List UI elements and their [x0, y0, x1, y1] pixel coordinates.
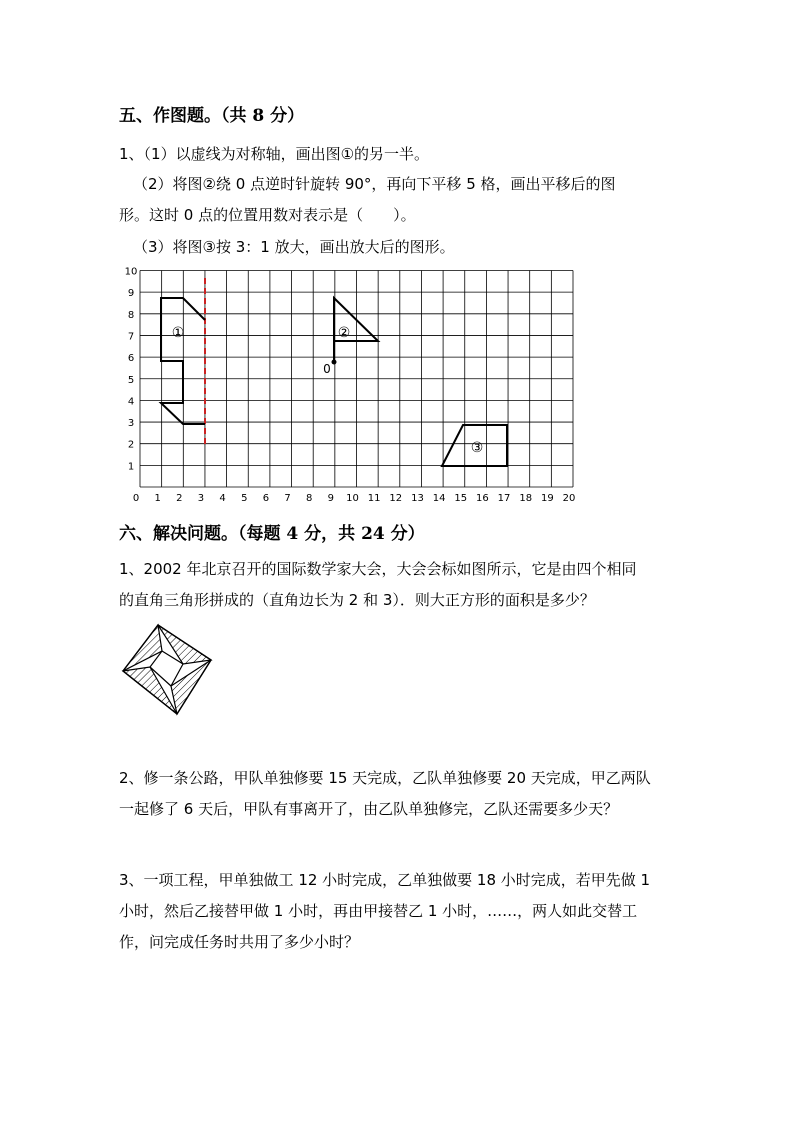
- section6-heading: 六、解决问题。（每题 4 分，共 24 分）: [119, 524, 425, 544]
- x-tick-label: 8: [306, 493, 313, 504]
- x-tick-label: 12: [389, 493, 403, 504]
- x-tick-label: 4: [219, 493, 226, 504]
- x-tick-label: 18: [519, 493, 533, 504]
- x-tick-label: 7: [284, 493, 291, 504]
- y-tick-label: 7: [127, 331, 135, 343]
- q1-part2-line2: 形。这时 0 点的位置用数对表示是（ ）。: [119, 206, 416, 224]
- q1-part1-text: 1、（1）以虚线为对称轴，画出图①的另一半。: [119, 145, 430, 163]
- problem3-line2: 小时，然后乙接替甲做 1 小时，再由甲接替乙 1 小时，……，两人如此交替工: [119, 902, 638, 920]
- problem1-line1: 1、2002 年北京召开的国际数学家大会，大会会标如图所示，它是由四个相同: [119, 560, 637, 578]
- problem1-line2: 的直角三角形拼成的（直角边长为 2 和 3）．则大正方形的面积是多少？: [119, 591, 595, 609]
- y-tick-label: 3: [127, 418, 135, 430]
- q1-part3-text: （3）将图③按 3：1 放大，画出放大后的图形。: [133, 238, 455, 256]
- y-tick-label: 2: [127, 439, 135, 451]
- x-tick-label: 10: [346, 493, 359, 504]
- y-tick-label: 5: [127, 374, 135, 386]
- problem3-line3: 作，问完成任务时共用了多少小时？: [119, 933, 360, 951]
- x-tick-label: 20: [562, 493, 576, 504]
- x-tick-label: 5: [241, 493, 248, 504]
- y-tick-label: 8: [127, 309, 135, 321]
- section5-heading: 五、作图题。（共 8 分）: [119, 106, 305, 126]
- figure-2-label: ②: [337, 325, 351, 341]
- x-tick-label: 15: [454, 493, 468, 504]
- y-tick-label: 10: [124, 266, 138, 278]
- y-tick-label: 9: [127, 288, 135, 300]
- x-tick-label: 3: [197, 493, 205, 504]
- x-tick-label: 6: [262, 493, 270, 504]
- x-tick-label: 1: [154, 493, 161, 504]
- problem2-line1: 2、修一条公路，甲队单独修要 15 天完成，乙队单独修要 20 天完成，甲乙两队: [119, 769, 651, 787]
- problem2-line2: 一起修了 6 天后，甲队有事离开了，由乙队单独修完，乙队还需要多少天？: [119, 800, 619, 818]
- x-tick-label: 17: [497, 493, 511, 504]
- problem3-line1: 3、一项工程，甲单独做工 12 小时完成，乙单独做要 18 小时完成，若甲先做 1: [119, 871, 651, 889]
- x-tick-label: 16: [476, 493, 489, 504]
- x-tick-label: 0: [132, 493, 140, 504]
- x-tick-label: 13: [411, 493, 424, 504]
- figure-1-label: ①: [171, 325, 185, 341]
- pinwheel-triangles: [123, 625, 211, 714]
- figure-3-label: ③: [470, 440, 484, 456]
- q1-part2-line1: （2）将图②绕 0 点逆时针旋转 90°，再向下平移 5 格，画出平移后的图: [133, 175, 616, 193]
- x-tick-label: 2: [176, 493, 183, 504]
- y-tick-label: 1: [127, 461, 135, 473]
- x-tick-label: 9: [327, 493, 335, 504]
- x-tick-label: 19: [540, 493, 554, 504]
- point-o-label: 0: [323, 362, 331, 376]
- x-tick-label: 14: [432, 493, 446, 504]
- x-tick-label: 11: [367, 493, 381, 504]
- y-tick-label: 6: [127, 353, 135, 365]
- y-tick-label: 4: [127, 396, 135, 408]
